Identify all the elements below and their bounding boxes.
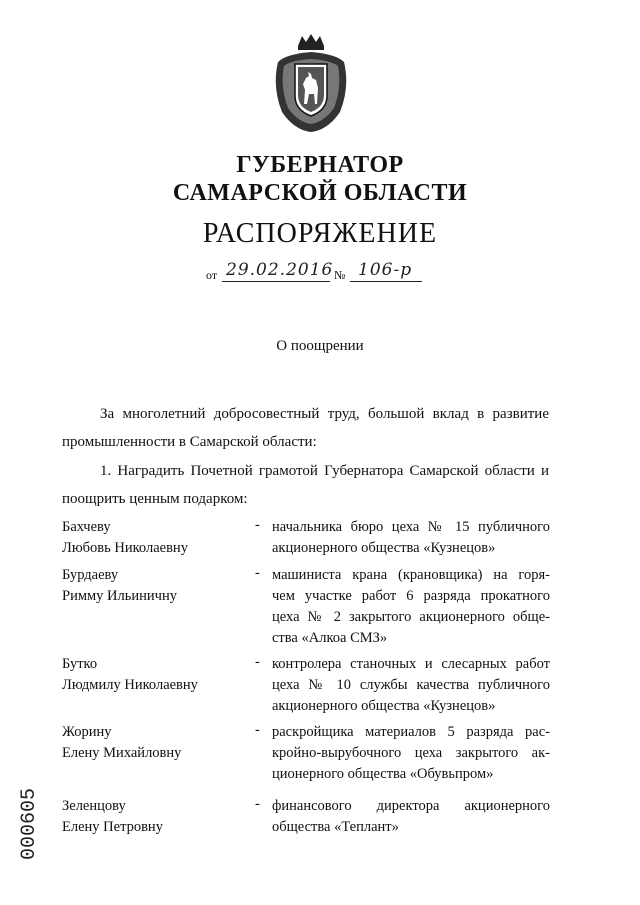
awardee-given-name: Любовь Николаевну [62, 540, 188, 556]
awardee-dash: - [255, 796, 260, 812]
awardee-name [62, 565, 242, 607]
awardee-surname: Бахчеву [62, 519, 111, 535]
position-line: контролера станочных и слесарных работ [272, 656, 550, 672]
awardee-given-name: Людмилу Николаевну [62, 677, 198, 693]
position-line: ционерного общества «Обувьпром» [272, 766, 494, 782]
number-prefix: № [334, 268, 346, 282]
position-line: чем участке работ 6 разряда прокатного [272, 588, 550, 604]
position-line: финансового директора акционерного [272, 798, 550, 814]
registration-number: 000605 [18, 787, 41, 860]
awardee-name [62, 796, 242, 838]
position-line: начальника бюро цеха № 15 публичного [272, 519, 550, 535]
position-line: акционерного общества «Кузнецов» [272, 540, 496, 556]
awardee-surname: Бутко [62, 656, 98, 672]
awardee-dash: - [255, 722, 260, 738]
position-line: цеха № 2 закрытого акционерного обще- [272, 609, 550, 625]
awardee-given-name: Римму Ильиничну [62, 588, 177, 604]
point1-line-1: 1. Наградить Почетной грамотой Губернатора Самарской области и [100, 463, 549, 479]
awardee-surname: Зеленцову [62, 798, 126, 814]
awardee-dash: - [255, 517, 260, 533]
awardee-position [272, 565, 550, 649]
awardee-name [62, 722, 242, 764]
number-underline [350, 281, 422, 282]
awardee-position [272, 722, 550, 785]
position-line: акционерного общества «Кузнецов» [272, 698, 496, 714]
awardee-position [272, 517, 550, 559]
position-line: раскройщика материалов 5 разряда рас- [272, 724, 550, 740]
awardee-name [62, 654, 242, 696]
awardee-dash: - [255, 654, 260, 670]
position-line: общества «Теплант» [272, 819, 399, 835]
position-line: кройно-вырубочного цеха закрытого ак- [272, 745, 550, 761]
awardee-position [272, 654, 550, 717]
date-value: 29.02.2016 [226, 260, 334, 280]
coat-of-arms-emblem [268, 32, 354, 132]
position-line: цеха № 10 службы качества публичного [272, 677, 550, 693]
awardee-given-name: Елену Петровну [62, 819, 163, 835]
date-prefix: от [206, 268, 218, 282]
number-value: 106-р [358, 260, 413, 280]
awardee-dash: - [255, 565, 260, 581]
intro-line-1: За многолетний добросовестный труд, большой вклад в развитие [100, 406, 549, 422]
document-subject: О поощрении [276, 338, 364, 354]
date-underline [222, 281, 330, 282]
awardee-surname: Бурдаеву [62, 567, 119, 583]
awardee-given-name: Елену Михайловну [62, 745, 182, 761]
title-region: САМАРСКОЙ ОБЛАСТИ [172, 180, 468, 206]
document-type: РАСПОРЯЖЕНИЕ [202, 218, 438, 249]
awardee-name [62, 517, 242, 559]
awardee-position [272, 796, 550, 838]
intro-line-2: промышленности в Самарской области: [62, 434, 317, 450]
title-governor: ГУБЕРНАТОР [236, 152, 404, 178]
point1-line-2: поощрить ценным подарком: [62, 491, 248, 507]
position-line: машиниста крана (крановщика) на горя- [272, 567, 550, 583]
position-line: ства «Алкоа СМЗ» [272, 630, 388, 646]
date-number-line [206, 262, 446, 284]
awardee-surname: Жорину [62, 724, 112, 740]
